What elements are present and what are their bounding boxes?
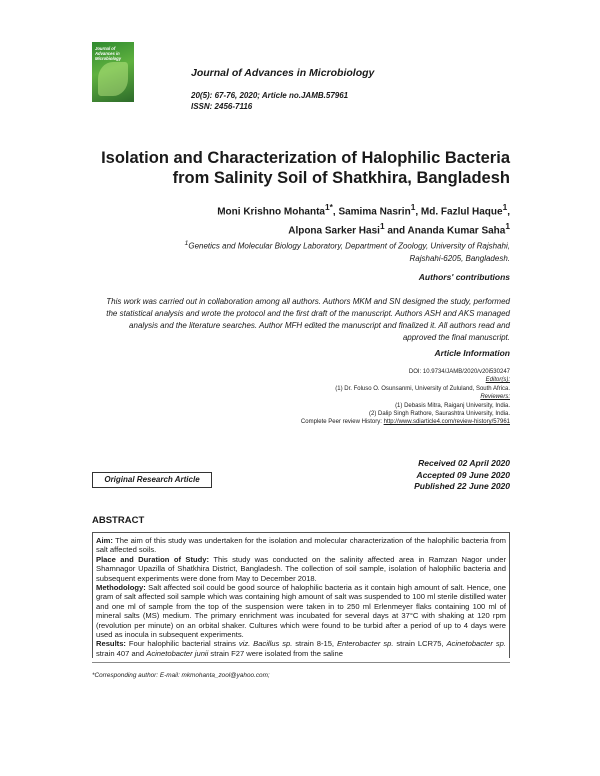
author-name: Ananda Kumar Saha: [407, 225, 506, 237]
abstract-aim: Aim: The aim of this study was undertaken for the isolation and molecular characterization of the halophilic bacteria from salt affected soils.: [96, 536, 506, 555]
contributions-heading: Authors' contributions: [418, 272, 510, 282]
review-history-link[interactable]: http://www.sdiarticle4.com/review-history/57961: [383, 419, 510, 426]
published-date: Published 22 June 2020: [414, 481, 510, 491]
review-history-label: Complete Peer review History:: [300, 419, 384, 426]
journal-cover-image: [92, 42, 134, 102]
accepted-date: Accepted 09 June 2020: [416, 469, 510, 480]
doi: DOI: 10.9734/JAMB/2020/v20i530247: [408, 369, 510, 375]
abstract-heading: ABSTRACT: [92, 515, 145, 526]
article-info-heading: Article Information: [434, 348, 510, 358]
reviewers-label: Reviewers:: [480, 394, 510, 401]
abstract-results: Results: Four halophilic bacterial strains viz. Bacillus sp. strain 8-15, Enterobacter sp. strain LCR75, Acinetobacter sp. strain 407 and Acinetobacter junii strain F27 were isolated from the saline: [96, 639, 506, 658]
footnote-divider: [92, 662, 510, 663]
editor: (1) Dr. Foluso O. Osunsanmi, University of Zululand, South Africa.: [335, 385, 510, 392]
author-list: Moni Krishno Mohanta$^{1*}$, Samima Nasrin$^1$, Md. Fazlul Haque$^1$, Alpona Sarker Hasi$^1$ and Ananda Kumar Saha$^1$: [217, 202, 510, 237]
article-type-badge: Original Research Article: [92, 472, 212, 488]
received-date: Received 02 April 2020: [418, 458, 510, 468]
reviewer: (2) Dalip Singh Rathore, Saurashtra University, India.: [369, 411, 510, 418]
journal-name: Journal of Advances in Microbiology: [191, 67, 375, 79]
author-name: Alpona Sarker Hasi: [288, 225, 380, 237]
affiliation: $^1$Genetics and Molecular Biology Laboratory, Department of Zoology, University of Rajshahi, Rajshahi-6205, Bangladesh.: [184, 240, 510, 263]
issn-line: ISSN: 2456-7116: [191, 102, 253, 111]
abstract-box: [92, 532, 510, 658]
abstract-methodology: Methodology: Salt affected soil could be good source of halophilic bacteria as it contain high amount of salt. Hence, one gram of salt affected soil sample which was containing high amount of salt was suspended to 100 ml sterile distilled water and one ml of sample from the top of the suspension were taken in to 250 ml Erlenmeyer flaks containing 100 ml of mineral salts (MS) medium. The primary enrichment was incubated for several days at 37°C with shaking at 120 rpm (revolution per minute) on an orbital shaker. Cultures which were found to be turbid after a period of up to 4 days were used as inocula in subsequent experiments.: [96, 583, 506, 640]
author-name: Samima Nasrin: [338, 206, 411, 218]
author-name: Md. Fazlul Haque: [420, 206, 503, 218]
contributions-text: This work was carried out in collaboration among all authors. Authors MKM and SN designed the study, performed the statistical analysis and wrote the protocol and the first draft of the manuscript. Authors ASH and AKS managed analysis and the literature searches. Author MFH edited the manuscript and finalized it. All authors read and approved the final manuscript.: [106, 297, 510, 342]
cover-leaf-graphic: [98, 62, 128, 96]
article-info: [200, 368, 510, 427]
cover-title: Journal of Advances in Microbiology: [95, 46, 122, 61]
author-name: Moni Krishno Mohanta: [217, 206, 325, 218]
reviewer: (1) Debasis Mitra, Raiganj University, India.: [395, 402, 510, 409]
publication-dates: [300, 458, 510, 493]
paper-title: Isolation and Characterization of Halophilic Bacteria from Salinity Soil of Shatkhira, Bangladesh: [101, 149, 510, 187]
editors-label: Editor(s):: [485, 377, 510, 384]
abstract-place: Place and Duration of Study: This study was conducted on the salinity affected area in Ramzan Nagor under Shamnagor Upazilla of Shatkhira District, Bangladesh. The collection of soil sample, isolation of halophilic bacteria and subsequent experiments were done from May to December 2018.: [96, 554, 507, 583]
citation-line: 20(5): 67-76, 2020; Article no.JAMB.57961: [191, 91, 349, 100]
corresponding-author-footnote: *Corresponding author: E-mail: mkmohanta_zool@yahoo.com;: [92, 672, 270, 679]
